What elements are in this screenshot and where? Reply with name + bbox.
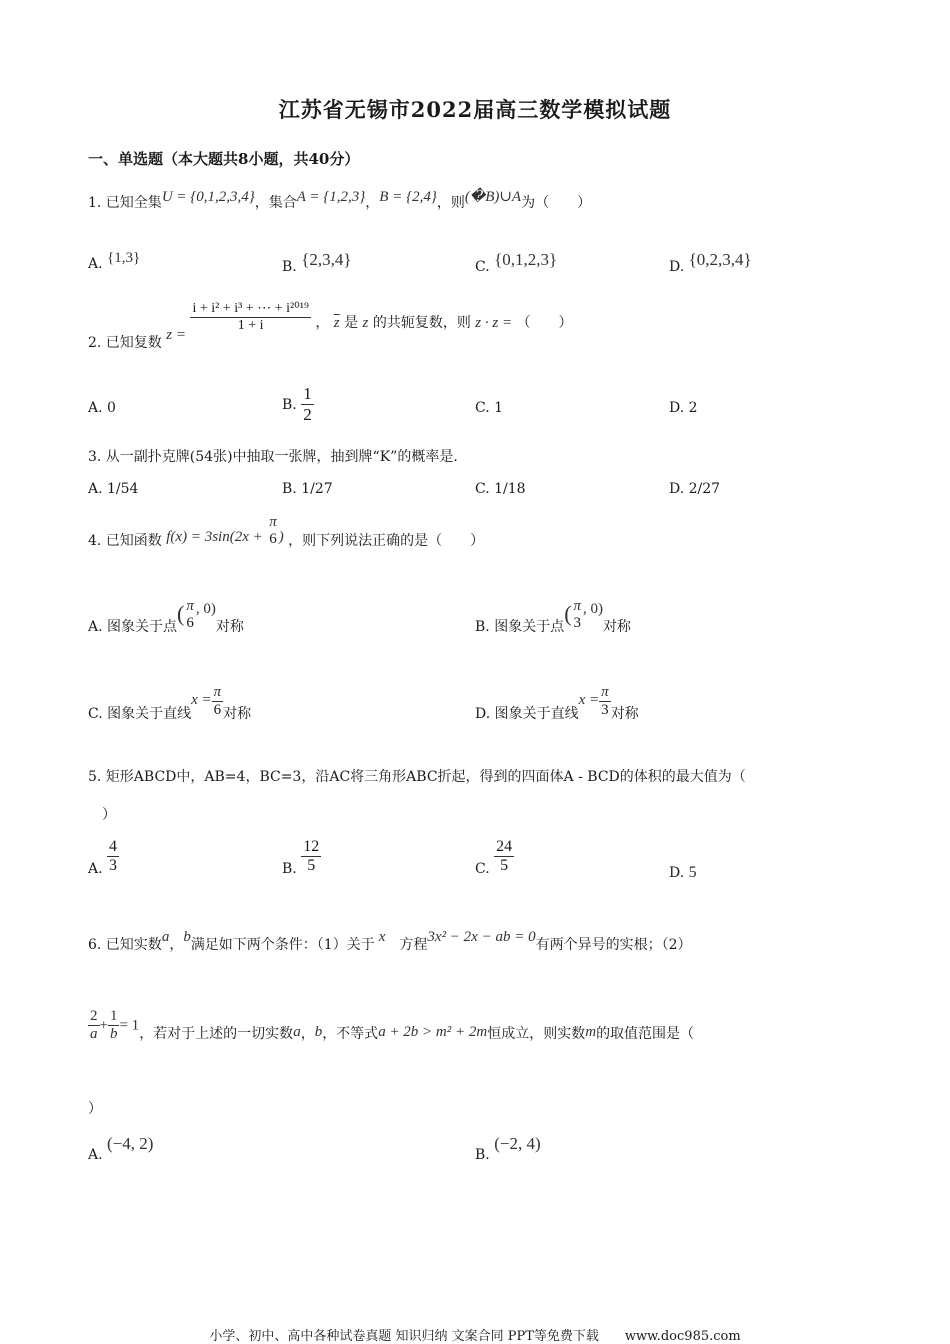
option-tail: 对称 <box>215 619 244 635</box>
q6-var-b: b <box>314 1023 323 1040</box>
fraction-denominator: 2 <box>303 405 312 424</box>
question-3: 3. 从一副扑克牌(54张)中抽取一张牌，抽到牌“K”的概率是. <box>88 449 458 465</box>
q1-option-a <box>88 250 141 273</box>
q1-text-3: ， <box>365 195 380 211</box>
fraction-denominator: b <box>109 1026 118 1042</box>
q6-condition-2 <box>88 1008 694 1043</box>
option-label: D. <box>669 259 685 275</box>
q6-var-m: m <box>585 1023 597 1040</box>
q2-zbar: $\overline{z}$ <box>333 315 340 331</box>
option-value: {1,3} <box>107 250 141 266</box>
option-math: x = <box>578 691 600 708</box>
fraction-numerator: π <box>601 684 609 700</box>
q4-text-1: 4. 已知函数 <box>88 533 162 549</box>
option-tail: 对称 <box>610 705 639 722</box>
q1-option-c <box>475 250 558 276</box>
q3-option-d: D. 2/27 <box>669 481 721 497</box>
fraction-numerator: 1 <box>303 384 312 403</box>
q6-option-a <box>88 1134 154 1164</box>
option-text: A. 图象关于点 <box>88 619 178 635</box>
option-value: , 0) <box>583 601 604 617</box>
q2-numerator: i + i² + i³ + ⋯ + i²⁰¹⁹ <box>192 301 309 316</box>
fraction-denominator: 5 <box>301 856 321 875</box>
q6-option-b <box>475 1134 541 1164</box>
option-label: C. <box>475 259 490 275</box>
fraction-numerator: 1 <box>109 1008 118 1024</box>
q6-equation: 3x² − 2x − ab = 0 <box>427 929 536 945</box>
q2-text-4: 的共轭复数，则 <box>372 315 471 331</box>
option-label: C. <box>475 860 490 877</box>
q4-close-paren: ) <box>278 529 284 545</box>
option-label: B. <box>282 396 297 413</box>
option-label: B. <box>282 860 297 877</box>
fraction-numerator: π <box>573 598 582 614</box>
fraction-denominator: 6 <box>212 701 224 719</box>
option-text: D. 图象关于直线 <box>475 705 579 722</box>
q6-text-8: 恒成立，则实数 <box>487 1025 586 1042</box>
option-label: A. <box>88 1147 103 1163</box>
fraction-denominator: 3 <box>573 615 582 631</box>
section-heading: 一、单选题（本大题共8小题，共40分） <box>88 150 360 168</box>
q2-b-fraction <box>301 384 314 425</box>
option-label: B. <box>475 1147 490 1163</box>
option-label: A. <box>88 256 103 272</box>
question-4 <box>88 514 484 548</box>
option-label: D. <box>669 865 685 881</box>
q6-plus: + <box>99 1017 108 1034</box>
option-value: (−2, 4) <box>494 1134 541 1153</box>
q6-text-7: ，不等式 <box>322 1025 379 1042</box>
q6-comma: ， <box>169 937 184 953</box>
q6-text-3: 方程 <box>399 937 428 953</box>
paren: ( <box>177 601 185 626</box>
q1-math-expr: (�B)∪A <box>464 189 522 205</box>
q6-inequality: a + 2b > m² + 2m <box>378 1023 488 1040</box>
option-math: x = <box>191 691 212 708</box>
q5-option-c <box>475 838 514 875</box>
fraction-numerator: π <box>213 684 222 700</box>
option-label: A. <box>88 860 103 877</box>
paren: ( <box>564 601 572 626</box>
fraction-denominator: 3 <box>109 857 118 874</box>
q1-text-5: 为（ ） <box>521 195 592 211</box>
q2-text-2: ， <box>315 315 330 331</box>
q2-text-3: 是 <box>344 315 359 331</box>
q6-equals-one: = 1 <box>119 1017 140 1034</box>
q4-text-2: ，则下列说法正确的是（ ） <box>288 533 485 549</box>
q6-text-5: ，若对于上述的一切实数 <box>139 1025 294 1042</box>
q6-var-a: a <box>293 1023 301 1040</box>
option-fraction <box>107 838 119 875</box>
q1-math-U: U = {0,1,2,3,4} <box>161 189 255 205</box>
q5-option-a <box>88 838 119 875</box>
q2-option-c: C. 1 <box>475 400 504 416</box>
q6-text-1: 6. 已知实数 <box>88 937 162 953</box>
option-text: C. 图象关于直线 <box>88 705 192 722</box>
fraction-denominator: 6 <box>269 531 277 547</box>
q2-option-a: A. 0 <box>88 400 116 416</box>
q4-option-b <box>475 598 632 635</box>
q6-var-x: x <box>378 929 386 945</box>
q6-var-a: a <box>161 929 170 945</box>
fraction-denominator: 5 <box>494 856 514 875</box>
q1-math-B: B = {2,4} <box>379 189 437 205</box>
option-value: 5 <box>688 864 697 881</box>
q2-denominator: 1 + i <box>190 317 310 334</box>
q4-option-c <box>88 684 252 722</box>
q4-option-a <box>88 598 244 635</box>
q1-option-b <box>282 250 352 276</box>
option-fraction <box>572 598 584 632</box>
q2-fraction <box>190 300 310 334</box>
fraction-denominator: a <box>90 1026 98 1042</box>
option-fraction <box>599 684 611 719</box>
q6-text-6: ， <box>300 1025 315 1042</box>
q2-text-5: （ ） <box>516 315 573 331</box>
q2-z-eq: z = <box>166 327 186 343</box>
option-tail: 对称 <box>223 705 252 722</box>
option-text: B. 图象关于点 <box>475 619 565 635</box>
q1-text-4: ，则 <box>436 195 465 211</box>
q3-option-c: C. 1/18 <box>475 481 526 497</box>
q1-text-1: 1. 已知全集 <box>88 195 162 211</box>
q1-text-2: ，集合 <box>254 195 297 211</box>
q2-option-b <box>282 384 314 425</box>
question-1 <box>88 189 592 212</box>
q3-option-b: B. 1/27 <box>282 481 333 497</box>
option-fraction <box>184 598 196 632</box>
option-label: B. <box>282 259 297 275</box>
fraction-denominator: 6 <box>186 615 194 631</box>
q6-var-b: b <box>183 929 191 945</box>
q1-math-A: A = {1,2,3} <box>296 189 366 205</box>
q2-text-1: 2. 已知复数 <box>88 335 162 351</box>
q1-option-d <box>669 250 752 276</box>
q2-option-d: D. 2 <box>669 400 698 416</box>
option-value: , 0) <box>195 601 216 617</box>
fraction-numerator: π <box>186 598 194 614</box>
footer-text: 小学、初中、高中各种试卷真题 知识归纳 文案合同 PPT等免费下载 www.doc985.com <box>209 1329 741 1344</box>
q4-option-d <box>475 684 639 722</box>
q6-fraction-1 <box>88 1008 100 1043</box>
q6-text-9: 的取值范围是（ <box>596 1025 695 1042</box>
q2-z: z <box>362 315 369 331</box>
q6-text-2: 满足如下两个条件：（1）关于 <box>190 937 375 953</box>
fraction-numerator: 4 <box>109 838 118 855</box>
option-fraction <box>301 838 321 875</box>
q3-option-a: A. 1/54 <box>88 481 139 497</box>
fraction-numerator: π <box>269 514 277 530</box>
fraction-numerator: 24 <box>496 838 513 855</box>
q2-product: z · z = <box>475 315 513 331</box>
question-6 <box>88 929 692 954</box>
q6-text-4: 有两个异号的实根；（2） <box>535 937 692 953</box>
page-title: 江苏省无锡市2022届高三数学模拟试题 <box>278 97 672 122</box>
q5-close-paren: ） <box>102 807 116 823</box>
option-value: {0,1,2,3} <box>494 250 558 269</box>
q6-fraction-2 <box>108 1008 120 1043</box>
option-value: (−4, 2) <box>107 1134 154 1153</box>
q5-option-b <box>282 838 321 875</box>
question-5: 5. 矩形ABCD中，AB=4，BC=3，沿AC将三角形ABC折起，得到的四面体A - BCD的体积的最大值为（ <box>88 769 746 785</box>
option-fraction <box>212 684 224 719</box>
option-fraction <box>494 838 514 875</box>
question-2 <box>88 300 573 360</box>
q4-function: f(x) = 3sin(2x + <box>166 529 263 545</box>
q6-close-paren: ） <box>88 1101 102 1117</box>
fraction-denominator: 3 <box>599 701 611 719</box>
q4-fraction <box>267 514 279 548</box>
option-tail: 对称 <box>603 619 632 635</box>
option-value: {2,3,4} <box>301 250 352 269</box>
option-value: {0,2,3,4} <box>688 250 752 269</box>
q5-option-d <box>669 864 697 882</box>
fraction-numerator: 2 <box>90 1008 98 1024</box>
fraction-numerator: 12 <box>303 838 320 855</box>
